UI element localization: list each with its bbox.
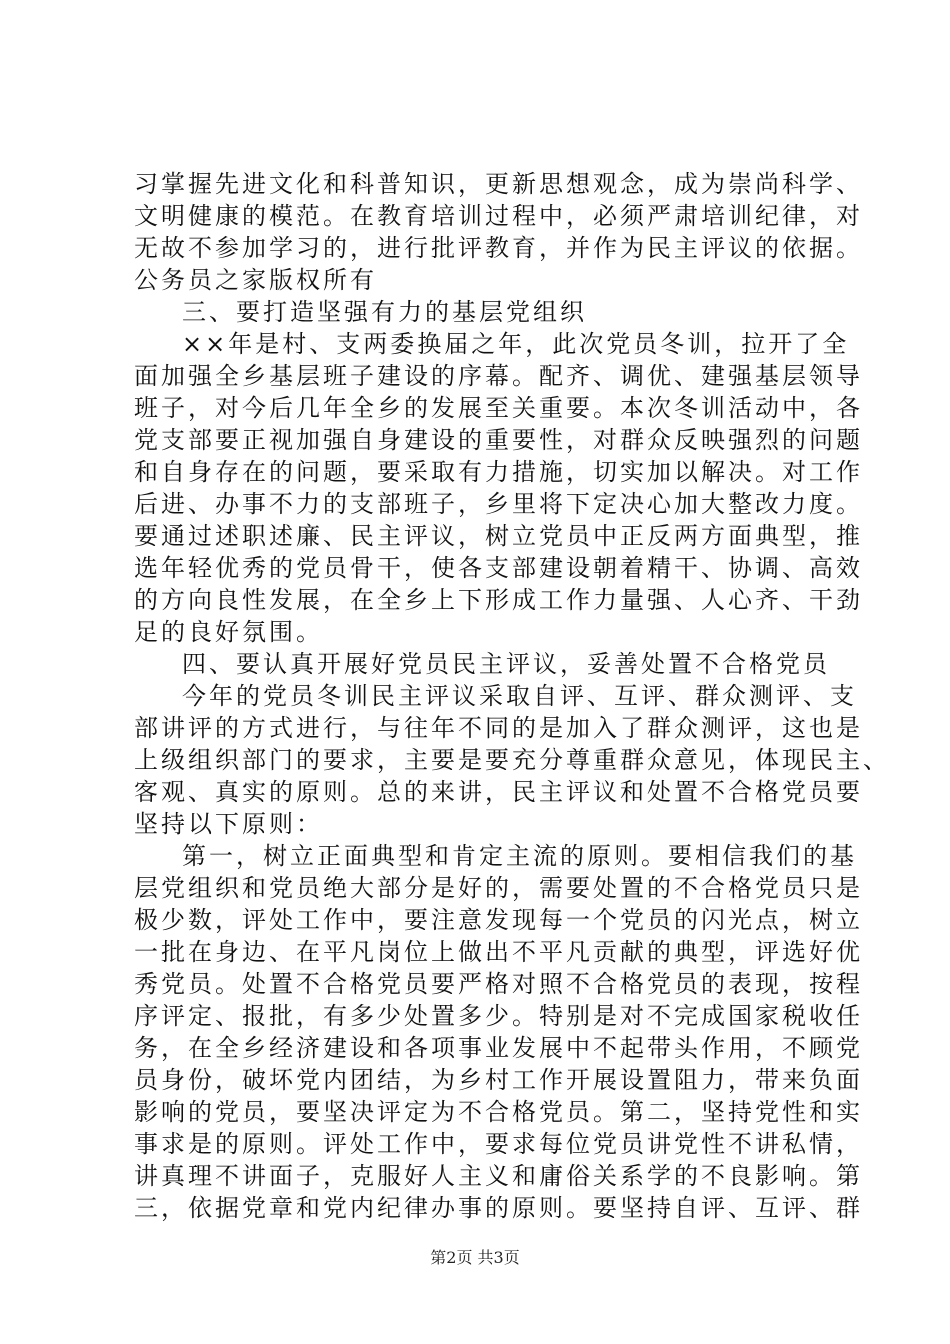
text-line: 习掌握先进文化和科普知识，更新思想观念，成为崇尚科学、 <box>134 170 863 198</box>
text-line: 上级组织部门的要求，主要是要充分尊重群众意见，体现民主、 <box>134 746 890 774</box>
text-line: 四、要认真开展好党员民主评议，妥善处置不合格党员 <box>182 650 830 678</box>
text-line: 足的良好氛围。 <box>134 618 323 646</box>
text-line: 务，在全乡经济建设和各项事业发展中不起带头作用，不顾党 <box>134 1034 863 1062</box>
body-text <box>134 168 890 1224</box>
text-line: 三，依据党章和党内纪律办事的原则。要坚持自评、互评、群 <box>134 1194 863 1222</box>
text-line: 一批在身边、在平凡岗位上做出不平凡贡献的典型，评选好优 <box>134 938 863 966</box>
text-line: 文明健康的模范。在教育培训过程中，必须严肃培训纪律，对 <box>134 202 863 230</box>
text-line: 秀党员。处置不合格党员要严格对照不合格党员的表现，按程 <box>134 970 863 998</box>
text-line: 极少数，评处工作中，要注意发现每一个党员的闪光点，树立 <box>134 906 863 934</box>
text-line: 事求是的原则。评处工作中，要求每位党员讲党性不讲私情， <box>134 1130 863 1158</box>
text-line: 的方向良性发展，在全乡上下形成工作力量强、人心齐、干劲 <box>134 586 863 614</box>
text-line: ××年是村、支两委换届之年，此次党员冬训，拉开了全 <box>182 330 850 358</box>
text-line: 员身份，破坏党内团结，为乡村工作开展设置阻力，带来负面 <box>134 1066 863 1094</box>
page-footer: 第2页 共3页 <box>430 1248 520 1267</box>
text-line: 三、要打造坚强有力的基层党组织 <box>182 298 587 326</box>
text-line: 今年的党员冬训民主评议采取自评、互评、群众测评、支 <box>182 682 857 710</box>
text-line: 和自身存在的问题，要采取有力措施，切实加以解决。对工作 <box>134 458 863 486</box>
text-line: 公务员之家版权所有 <box>134 266 377 294</box>
text-line: 部讲评的方式进行，与往年不同的是加入了群众测评，这也是 <box>134 714 863 742</box>
text-line: 序评定、报批，有多少处置多少。特别是对不完成国家税收任 <box>134 1002 863 1030</box>
text-line: 后进、办事不力的支部班子，乡里将下定决心加大整改力度。 <box>134 490 863 518</box>
text-line: 讲真理不讲面子，克服好人主义和庸俗关系学的不良影响。第 <box>134 1162 863 1190</box>
text-line: 面加强全乡基层班子建设的序幕。配齐、调优、建强基层领导 <box>134 362 863 390</box>
text-line: 客观、真实的原则。总的来讲，民主评议和处置不合格党员要 <box>134 778 863 806</box>
text-line: 班子，对今后几年全乡的发展至关重要。本次冬训活动中，各 <box>134 394 863 422</box>
text-line: 影响的党员，要坚决评定为不合格党员。第二，坚持党性和实 <box>134 1098 863 1126</box>
text-line: 要通过述职述廉、民主评议，树立党员中正反两方面典型，推 <box>134 522 863 550</box>
text-line: 党支部要正视加强自身建设的重要性，对群众反映强烈的问题 <box>134 426 863 454</box>
text-line: 选年轻优秀的党员骨干，使各支部建设朝着精干、协调、高效 <box>134 554 863 582</box>
text-line: 第一，树立正面典型和肯定主流的原则。要相信我们的基 <box>182 842 857 870</box>
text-line: 坚持以下原则： <box>134 810 323 838</box>
text-line: 无故不参加学习的，进行批评教育，并作为民主评议的依据。 <box>134 234 863 262</box>
text-line: 层党组织和党员绝大部分是好的，需要处置的不合格党员只是 <box>134 874 863 902</box>
